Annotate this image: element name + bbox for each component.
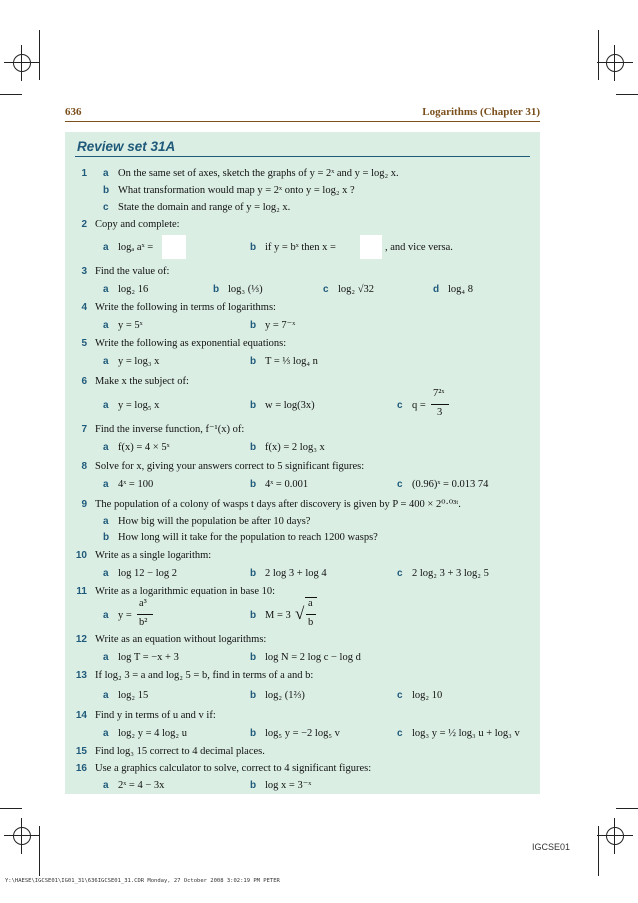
part-label: a — [103, 568, 109, 579]
question-number: 10 — [75, 550, 87, 561]
fraction-denominator: b — [308, 617, 314, 628]
fraction-bar — [137, 614, 153, 615]
question-number: 1 — [81, 168, 87, 179]
part-label: b — [250, 728, 257, 739]
part-text: How big will the population be after 10 days? — [118, 516, 311, 527]
part-label: b — [250, 320, 257, 331]
page-number: 636 — [65, 106, 82, 118]
part-text: log₂ 16 — [118, 284, 149, 295]
fraction-denominator: b² — [139, 617, 148, 628]
fraction-denominator: 3 — [437, 407, 443, 418]
question-text: Write as a logarithmic equation in base 10: — [95, 586, 276, 597]
part-label: b — [250, 242, 257, 253]
question-text: Copy and complete: — [95, 219, 180, 230]
question-number: 12 — [75, 634, 87, 645]
part-label: c — [397, 728, 403, 739]
part-text: log N = 2 log c − log d — [265, 652, 361, 663]
part-label: a — [103, 780, 109, 791]
registration-mark-top-right — [597, 45, 633, 81]
part-label: a — [103, 728, 109, 739]
part-text: 4ˣ = 100 — [118, 479, 154, 490]
part-label: a — [103, 400, 109, 411]
part-label: b — [103, 185, 110, 196]
part-label: b — [250, 652, 257, 663]
registration-mark-bottom-left — [4, 818, 40, 854]
part-text: On the same set of axes, sketch the graphs of y = 2ˣ and y = log₂ x. — [118, 168, 399, 179]
part-text: log x = 3⁻ˣ — [265, 780, 312, 791]
question-number: 14 — [75, 710, 87, 721]
question-text: Find the inverse function, f⁻¹(x) of: — [95, 424, 245, 435]
part-text: y = log₅ x — [118, 400, 160, 411]
part-label: c — [397, 400, 403, 411]
question-text: Use a graphics calculator to solve, correct to 4 significant figures: — [95, 763, 372, 774]
footer-code: IGCSE01 — [532, 842, 571, 852]
part-text: log₅ y = −2 log₅ v — [265, 728, 340, 739]
fraction-numerator: 7²ˣ — [433, 388, 445, 399]
part-text: log₂ 10 — [412, 690, 443, 701]
question-number: 5 — [81, 338, 87, 349]
part-text: log₂ 15 — [118, 690, 149, 701]
part-label: b — [250, 690, 257, 701]
radical-sign: √ — [295, 604, 305, 623]
part-label: c — [103, 202, 109, 213]
fraction-bar — [306, 614, 316, 615]
part-label: c — [397, 568, 403, 579]
crop-mark — [616, 94, 638, 95]
question-text: Write as an equation without logarithms: — [95, 634, 267, 645]
part-text: T = ⅓ log₄ n — [265, 356, 318, 367]
part-text: log₃ (⅓) — [228, 284, 263, 295]
part-label: b — [250, 442, 257, 453]
part-text: w = log(3x) — [265, 400, 315, 411]
question-number: 16 — [75, 763, 87, 774]
question-number: 15 — [75, 746, 87, 757]
question-text: Make x the subject of: — [95, 376, 189, 387]
question-text: Find the value of: — [95, 266, 170, 277]
part-label: d — [433, 284, 440, 295]
question-number: 7 — [81, 424, 87, 435]
part-label: a — [103, 479, 109, 490]
crop-mark — [616, 808, 638, 809]
part-label: a — [103, 610, 109, 621]
question-number: 9 — [81, 499, 87, 510]
part-text: log 12 − log 2 — [118, 568, 178, 579]
crop-mark — [0, 808, 22, 809]
part-text: (0.96)ˣ = 0.013 74 — [412, 479, 489, 490]
question-text: If log₂ 3 = a and log₂ 5 = b, find in terms of a and b: — [95, 670, 314, 681]
part-label: c — [397, 479, 403, 490]
part-label: c — [323, 284, 329, 295]
answer-blank — [162, 235, 186, 259]
part-label: a — [103, 284, 109, 295]
question-number: 4 — [81, 302, 87, 313]
print-slug: Y:\HAESE\IGCSE01\IG01_31\636IGCSE01_31.CDR Monday, 27 October 2008 3:02:19 PM PETER — [5, 878, 280, 884]
question-number: 13 — [75, 670, 87, 681]
part-label: c — [397, 690, 403, 701]
part-label: b — [213, 284, 220, 295]
question-number: 6 — [81, 376, 87, 387]
registration-mark-bottom-right — [597, 818, 633, 854]
question-number: 3 — [81, 266, 87, 277]
question-text: Write as a single logarithm: — [95, 550, 212, 561]
question-text: Find log₃ 15 correct to 4 decimal places. — [95, 746, 265, 757]
part-label: a — [103, 690, 109, 701]
question-number: 2 — [81, 219, 87, 230]
part-label: a — [103, 442, 109, 453]
part-text: 2ˣ = 4 − 3x — [118, 780, 165, 791]
part-text: log₂ (1⅔) — [265, 690, 305, 701]
panel-title: Review set 31A — [77, 139, 176, 154]
question-text: Write the following in terms of logarithms: — [95, 302, 276, 313]
crop-mark — [39, 826, 40, 876]
part-text: State the domain and range of y = log₂ x. — [118, 202, 291, 213]
question-text: Write the following as exponential equations: — [95, 338, 287, 349]
part-text: f(x) = 2 log₃ x — [265, 442, 325, 453]
running-title: Logarithms (Chapter 31) — [422, 106, 540, 118]
part-text-tail: , and vice versa. — [385, 242, 453, 253]
question-text: Solve for x, giving your answers correct to 5 significant figures: — [95, 461, 365, 472]
part-text: log T = −x + 3 — [118, 652, 179, 663]
panel-title-rule — [75, 156, 530, 157]
registration-mark-top-left — [4, 45, 40, 81]
fraction-bar — [431, 404, 449, 405]
part-text: 4ˣ = 0.001 — [265, 479, 309, 490]
part-label: a — [103, 356, 109, 367]
fraction-numerator: a³ — [139, 598, 147, 609]
part-text: log₄ 8 — [448, 284, 473, 295]
question-number: 8 — [81, 461, 87, 472]
part-text: 2 log₂ 3 + 3 log₂ 5 — [412, 568, 489, 579]
part-text: M = 3 — [265, 610, 291, 621]
part-text: How long will it take for the population to reach 1200 wasps? — [118, 532, 378, 543]
crop-mark — [598, 826, 599, 876]
review-panel — [65, 132, 540, 794]
part-text: log₂ √32 — [338, 284, 374, 295]
part-label: a — [103, 242, 109, 253]
part-label: a — [103, 652, 109, 663]
part-label: b — [250, 479, 257, 490]
part-text: log₂ y = 4 log₂ u — [118, 728, 187, 739]
part-label: a — [103, 168, 109, 179]
part-text: y = — [118, 610, 132, 621]
part-text: y = 5ˣ — [118, 320, 143, 331]
part-label: b — [250, 356, 257, 367]
part-text: 2 log 3 + log 4 — [265, 568, 327, 579]
question-number: 11 — [76, 586, 87, 597]
part-text: What transformation would map y = 2ˣ onto y = log₂ x ? — [118, 185, 355, 196]
part-label: b — [250, 610, 257, 621]
crop-mark — [0, 94, 22, 95]
part-text: y = log₃ x — [118, 356, 160, 367]
fraction-numerator: a — [308, 598, 313, 609]
header-rule — [65, 121, 540, 122]
crop-mark — [598, 30, 599, 80]
part-text: logₐ aˣ = — [118, 242, 154, 253]
part-label: a — [103, 516, 109, 527]
part-label: b — [250, 400, 257, 411]
part-text: y = 7⁻ˣ — [265, 320, 296, 331]
question-text: Find y in terms of u and v if: — [95, 710, 216, 721]
crop-mark — [39, 30, 40, 80]
part-label: b — [103, 532, 110, 543]
part-label: a — [103, 320, 109, 331]
part-text: log₃ y = ½ log₃ u + log₃ v — [412, 728, 520, 739]
part-label: b — [250, 780, 257, 791]
answer-blank — [360, 235, 382, 259]
part-text: q = — [412, 400, 426, 411]
part-text: if y = bˣ then x = — [265, 242, 336, 253]
part-label: b — [250, 568, 257, 579]
part-text: f(x) = 4 × 5ˣ — [118, 442, 170, 453]
question-text: The population of a colony of wasps t days after discovery is given by P = 400 × 2⁰·⁰³ᵗ. — [95, 499, 461, 510]
